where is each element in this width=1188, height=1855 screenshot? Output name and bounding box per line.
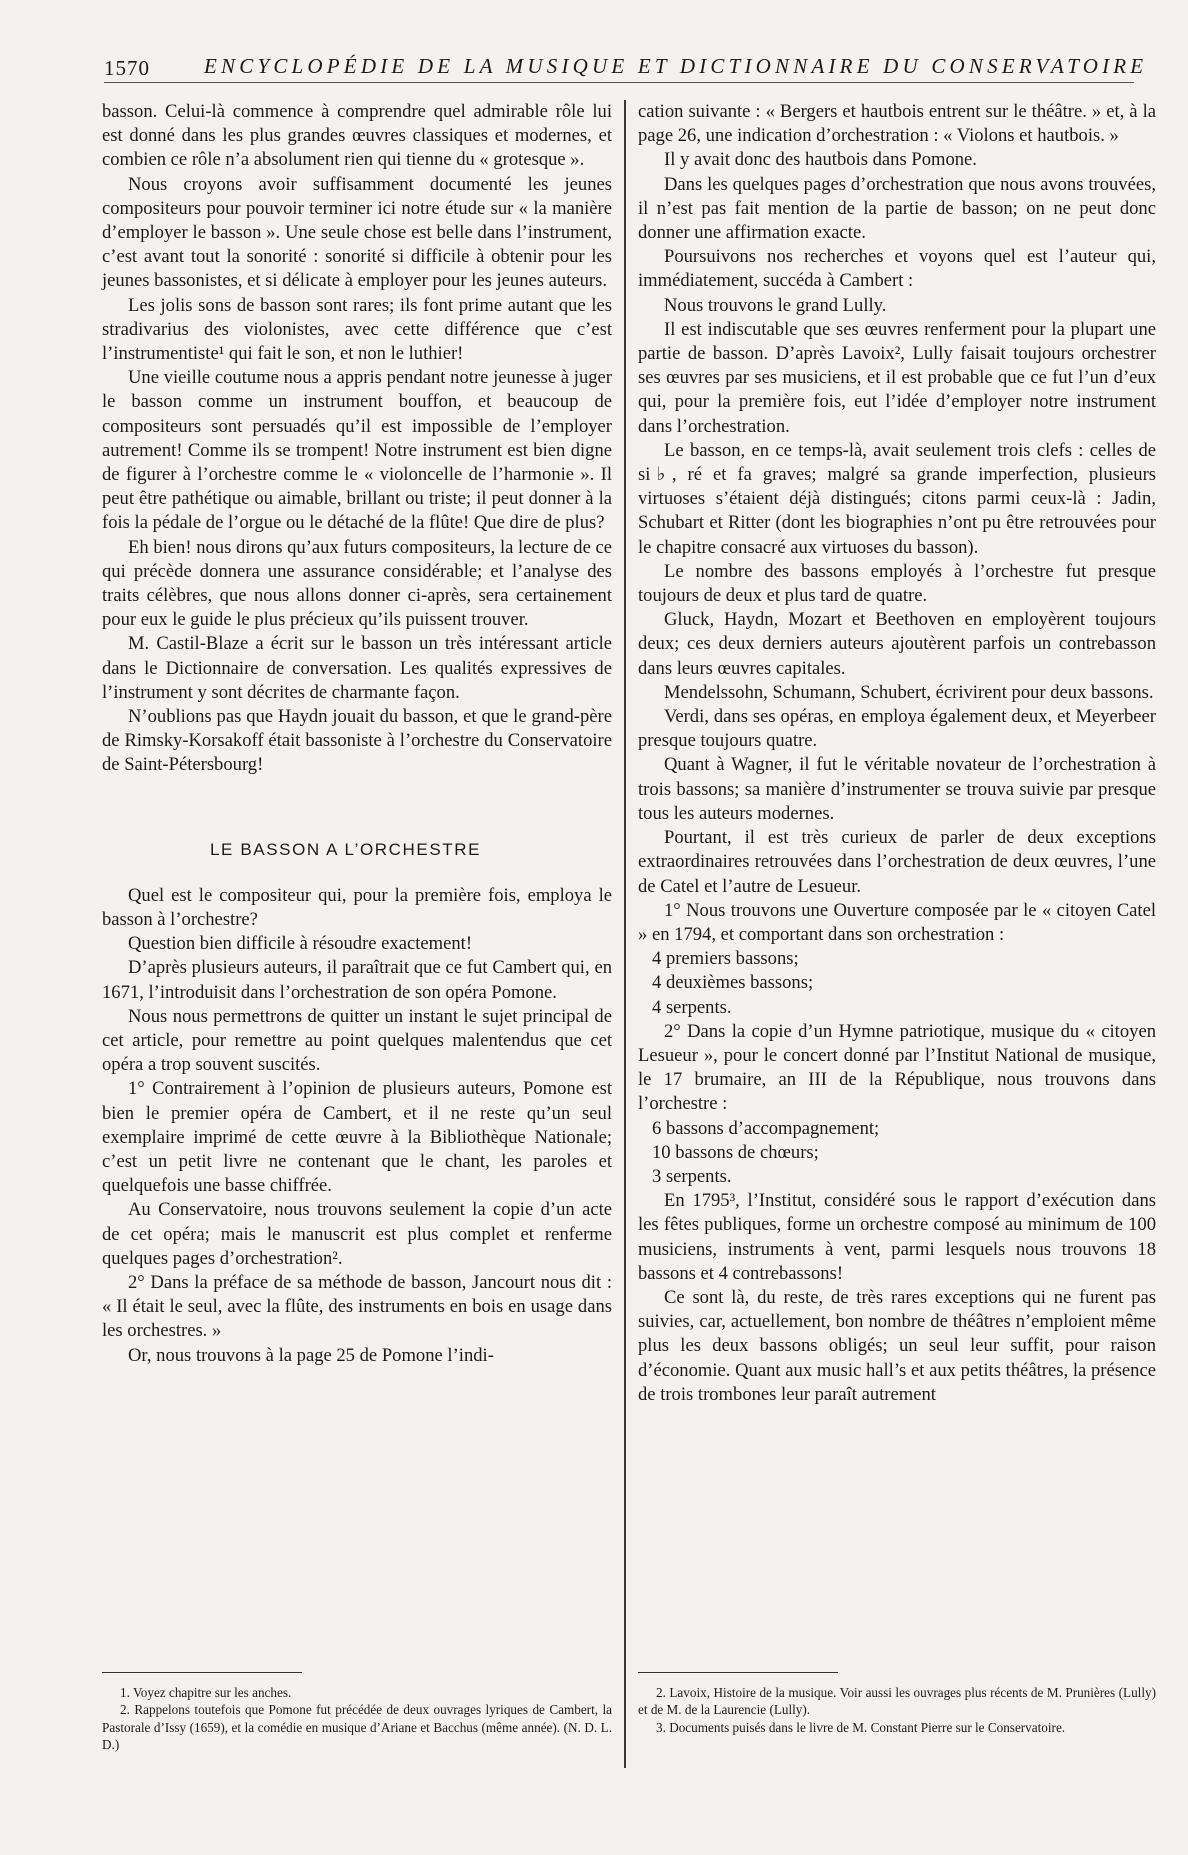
paragraph: 2° Dans la préface de sa méthode de basson, Jancourt nous dit : « Il était le seul, avec la flûte, des instruments en bois en usage dans les orchestres. »	[102, 1271, 612, 1342]
paragraph: Verdi, dans ses opéras, en employa également deux, et Meyerbeer presque toujours quatre.	[638, 706, 1156, 752]
paragraph: Le basson, en ce temps-là, avait seulement trois clefs : celles de si♭, ré et fa graves; malgré sa grande imperfection, plusieurs virtuoses s’étaient déjà distingués; citons parmi ceux-là : Jadin, Schubart et Ritter (dont les biographies n’ont pu être retrouvées pour le chapitre consacré aux virtuoses du basson).	[638, 439, 1156, 558]
paragraph: Le nombre des bassons employés à l’orchestre fut presque toujours de deux et plus tard de quatre.	[638, 560, 1156, 607]
paragraph: Il y avait donc des hautbois dans Pomone.	[664, 149, 977, 171]
list-item: 4 deuxièmes bassons;	[652, 972, 814, 994]
paragraph: N’oublions pas que Haydn jouait du basson, et que le grand-père de Rimsky-Korsakoff était bassoniste à l’orchestre du Conservatoire de Saint-Pétersbourg!	[102, 706, 612, 776]
paragraph: Quel est le compositeur qui, pour la première fois, employa le basson à l’orchestre?	[102, 884, 612, 930]
paragraph: Nous nous permettrons de quitter un instant le sujet principal de cet article, pour remettre au point quelques malentendus que cet opéra a trop souvent suscités.	[102, 1005, 612, 1076]
paragraph: Dans les quelques pages d’orchestration que nous avons trouvées, il n’est pas fait mention de la partie de basson; on ne peut donc donner une affirmation exacte.	[638, 173, 1156, 244]
paragraph: M. Castil-Blaze a écrit sur le basson un très intéressant article dans le Dictionnaire de conversation. Les qualités expressives de l’instrument y sont décrites de charmante façon.	[102, 633, 612, 703]
running-title: ENCYCLOPÉDIE DE LA MUSIQUE ET DICTIONNAIRE DU CONSERVATOIRE	[204, 54, 1148, 78]
paragraph: Au Conservatoire, nous trouvons seulement la copie d’un acte de cet opéra; mais le manuscrit est plus complet et renferme quelques pages d’orchestration².	[102, 1199, 612, 1269]
paragraph: Or, nous trouvons à la page 25 de Pomone l’indi-	[128, 1344, 494, 1366]
right-footnotes	[638, 1684, 1156, 1736]
paragraph: 1° Nous trouvons une Ouverture composée par le « citoyen Catel » en 1794, et comportant dans son orchestration :	[638, 899, 1156, 945]
paragraph: cation suivante : « Bergers et hautbois entrent sur le théâtre. » et, à la page 26, une indication d’orchestration : « Violons et hautbois. »	[638, 101, 1156, 147]
right-column	[638, 100, 1156, 1407]
list-item: 10 bassons de chœurs;	[652, 1141, 819, 1163]
paragraph: 2° Dans la copie d’un Hymne patriotique, musique du « citoyen Lesueur », pour le concert donné par l’Institut National de musique, le 17 brumaire, an III de la République, nous trouvons dans l’orchestre :	[638, 1020, 1156, 1115]
paragraph: 1° Contrairement à l’opinion de plusieurs auteurs, Pomone est bien le premier opéra de Cambert, et il ne reste qu’un seul exemplaire imprimé de cette œuvre à la Bibliothèque Nationale; c’est un petit livre ne contenant que le chant, les paroles et quelquefois une basse chiffrée.	[102, 1078, 612, 1197]
paragraph: Il est indiscutable que ses œuvres renferment pour la plupart une partie de basson. D’après Lavoix², Lully faisait toujours orchestrer ses œuvres par ses musiciens, et il est probable que ce fut l’un d’eux qui, pour la première fois, eut l’idée d’employer notre instrument dans l’orchestration.	[638, 318, 1156, 437]
paragraph: Nous trouvons le grand Lully.	[664, 294, 887, 316]
paragraph: Question bien difficile à résoudre exactement!	[128, 933, 473, 955]
paragraph: Ce sont là, du reste, de très rares exceptions qui ne furent pas suivies, car, actuellement, bon nombre de théâtres n’emploient même plus les deux bassons obligés; un seul leur suffit, pour raison d’économie. Quant aux music hall’s et aux petits théâtres, la présence de trois trombones leur paraît autrement	[638, 1286, 1156, 1405]
paragraph: basson. Celui-là commence à comprendre quel admirable rôle lui est donné dans les plus grandes œuvres classiques et modernes, et combien ce rôle n’a absolument rien qui tienne du « grotesque ».	[102, 101, 612, 171]
footnote: 3. Documents puisés dans le livre de M. Constant Pierre sur le Conservatoire.	[656, 1719, 1066, 1735]
column-divider	[624, 100, 626, 1768]
footnote: 2. Rappelons toutefois que Pomone fut précédée de deux ouvrages lyriques de Cambert, la Pastorale d’Issy (1659), et la comédie en musique d’Ariane et Bacchus (même année). (N. D. L. D.)	[102, 1702, 612, 1753]
paragraph: Nous croyons avoir suffisamment documenté les jeunes compositeurs pour pouvoir terminer ici notre étude sur « la manière d’employer le basson ». Une seule chose est belle dans l’instrument, c’est avant tout la sonorité : sonorité si difficile à obtenir pour les jeunes bassonistes, et si délicate à employer pour les jeunes auteurs.	[102, 173, 612, 292]
paragraph: Pourtant, il est très curieux de parler de deux exceptions extraordinaires retrouvées dans l’orchestration de deux œuvres, l’une de Catel et l’autre de Lesueur.	[638, 827, 1156, 897]
footnote: 2. Lavoix, Histoire de la musique. Voir aussi les ouvrages plus récents de M. Prunières (Lully) et de M. de la Laurencie (Lully).	[638, 1685, 1156, 1718]
left-footnotes	[102, 1684, 612, 1754]
paragraph: Mendelssohn, Schumann, Schubert, écrivirent pour deux bassons.	[664, 681, 1154, 703]
list-item: 6 bassons d’accompagnement;	[652, 1117, 880, 1139]
paragraph: Une vieille coutume nous a appris pendant notre jeunesse à juger le basson comme un instrument bouffon, et beaucoup de compositeurs sont persuadés qu’il est impossible de l’employer autrement! Comme ils se trompent! Notre instrument est bien digne de figurer à l’orchestre comme le « violoncelle de l’harmonie ». Il peut être pathétique ou aimable, brillant ou triste; il peut donner à la fois la pédale de l’orgue ou le détaché de la flûte! Que dire de plus?	[102, 367, 612, 534]
paragraph: D’après plusieurs auteurs, il paraîtrait que ce fut Cambert qui, en 1671, l’introduisit dans l’orchestration de son opéra Pomone.	[102, 957, 612, 1003]
paragraph: Eh bien! nous dirons qu’aux futurs compositeurs, la lecture de ce qui précède donnera une assurance considérable; et l’analyse des traits célèbres, que nous allons donner ci-après, sera certainement pour eux le guide le plus précieux qu’ils puissent trouver.	[102, 536, 612, 631]
paragraph: Quant à Wagner, il fut le véritable novateur de l’orchestration à trois bassons; sa manière d’instrumenter se trouva suivie par presque tous les auteurs modernes.	[638, 754, 1156, 824]
footnote: 1. Voyez chapitre sur les anches.	[120, 1685, 292, 1700]
list-item: 4 serpents.	[652, 996, 732, 1018]
paragraph: Poursuivons nos recherches et voyons quel est l’auteur qui, immédiatement, succéda à Cambert :	[638, 246, 1156, 292]
list-item: 4 premiers bassons;	[652, 948, 799, 970]
list-item: 3 serpents.	[652, 1165, 732, 1187]
page-number: 1570	[104, 56, 150, 80]
left-column	[102, 100, 612, 1368]
footnote-rule	[102, 1672, 302, 1673]
section-title: LE BASSON A L’ORCHESTRE	[210, 839, 482, 859]
paragraph: Les jolis sons de basson sont rares; ils font prime autant que les stradivarius des violonistes, avec cette différence que c’est l’instrumentiste¹ qui fait le son, et non le luthier!	[102, 294, 612, 365]
page-header	[104, 52, 1148, 82]
header-rule	[104, 82, 1134, 83]
paragraph: En 1795³, l’Institut, considéré sous le rapport d’exécution dans les fêtes publiques, forme un orchestre composé au minimum de 100 musiciens, instruments à vent, parmi lesquels nous trouvons 18 bassons et 4 contrebassons!	[638, 1190, 1156, 1284]
paragraph: Gluck, Haydn, Mozart et Beethoven en employèrent toujours deux; ces deux derniers auteurs ajoutèrent parfois un contrebasson dans leurs œuvres capitales.	[638, 609, 1156, 679]
footnote-rule	[638, 1672, 838, 1673]
